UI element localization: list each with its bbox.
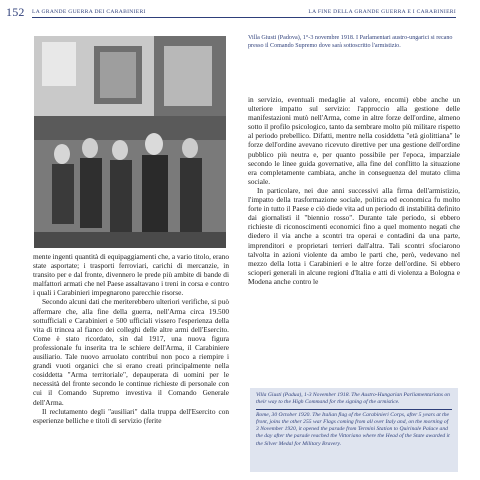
caption-separator [256, 409, 452, 410]
english-caption-top: Villa Giusti (Padua), 1-3 November 1918. The Austro-Hungarian Parliamentarians on their way to the High Command for the signing of the armistice. [256, 392, 450, 406]
photo-illustration [34, 36, 226, 248]
left-text-column [33, 252, 229, 425]
english-caption-bottom: Rome, 30 October 1920. The Italian flag of the Carabinieri Corps, after 5 years at the front, joins the other 255 war Flags coming from all over Italy and, on the morning of 3 November 1920, it opened the parade from Termini Station to Quirinale Palace and the day after the parade reached the Vittoriano where the Head of the State awarded it the Silver Medal for Military Bravery. [256, 411, 450, 447]
english-caption-box [250, 388, 458, 472]
page-number: 152 [6, 5, 25, 19]
running-header-right: LA FINE DELLA GRANDE GUERRA E I CARABINIERI [308, 9, 456, 15]
left-paragraph-2: Secondo alcuni dati che meriterebbero ulteriori verifiche, si può affermare che, alla fine della guerra, nell'Arma circa 19.500 sottufficiali e Carabinieri e 500 ufficiali vissero l'esperienza della vita di trincea al fianco dei colleghi delle altre armi dell'Esercito. Come è stato ricordato, sin dal 1917, una nuova figura professionale fu inserita tra le schiere dell'Arma, il Carabiniere ausiliario. Tale nuovo arruolato contribuì non poco a riempire i grandi vuoti organici che si erano creati principalmente nella cosiddetta "Arma territoriale", depauperata di uomini per le necessità del fronte secondo le continue richieste di personale con cui il Comando Supremo investiva il Comando Generale dell'Arma. [33, 297, 229, 407]
historical-photo [34, 36, 226, 248]
right-paragraph-2: In particolare, nei due anni successivi alla firma dell'armistizio, l'impatto della trasformazione sociale, politica ed economica fu molto forte in tutto il Paese e ciò diede vita ad un periodo di instabilità definito dai giornalisti il "biennio rosso". Durante tale periodo, si ebbero richieste di riconoscimenti economici fino a quel momento negati che diedero il via anche a scontri tra operai e contadini da una parte, imprenditori e proprietari terrieri dall'altra. Tali scontri sfociarono talvolta in azioni violente da ambo le parti che, però, vedevano nel mezzo della lotta i Carabinieri e le altre forze dell'ordine. Si ebbero scioperi generali in alcune regioni d'Italia e atti di violenza a Bologna e Modena anche contro le [248, 185, 460, 286]
left-paragraph-1: mente ingenti quantità di equipaggiamenti che, a vario titolo, erano state asportate; i trasporti ferroviari, carichi di mercanzie, in transito per e dal fronte, divennero le prede più ambite di bande di malfattori armati che nel Paese assaltavano i treni in corsa e contro i quali i Carabinieri impegnarono parecchie risorse. [33, 252, 229, 298]
right-paragraph-1: in servizio, eventuali medaglie al valore, encomi) ebbe anche un ulteriore impatto sul servizio: l'approccio alla gestione delle manifestazioni mutò nell'Arma, come in altre forze dell'ordine, almeno sotto il profilo psicologico, tanto da sembrare molto più militare rispetto al periodo prebellico. Difatti, mentre nella cosiddetta "età giolittiana" le forze dell'ordine avevano ricevuto direttive per una gestione dell'ordine pubblico più neutra e, per quanto possibile per l'epoca, imparziale secondo le linee guida governative, alla fine del conflitto la situazione era completamente cambiata, anche in conseguenza del mutato clima sociale. [248, 95, 460, 186]
right-text-column [248, 95, 460, 286]
photo-caption-italian: Villa Giusti (Padova), 1°-3 novembre 1918. I Parlamentari austro-ungarici si recano presso il Comando Supremo dove sarà sottoscritto l'armistizio. [248, 35, 453, 49]
left-paragraph-3: Il reclutamento degli "ausiliari" dalla truppa dell'Esercito con esperienze belliche e titoli di servizio (ferite [33, 406, 229, 425]
header-rule [32, 17, 456, 18]
running-header-left: LA GRANDE GUERRA DEI CARABINIERI [32, 9, 146, 15]
